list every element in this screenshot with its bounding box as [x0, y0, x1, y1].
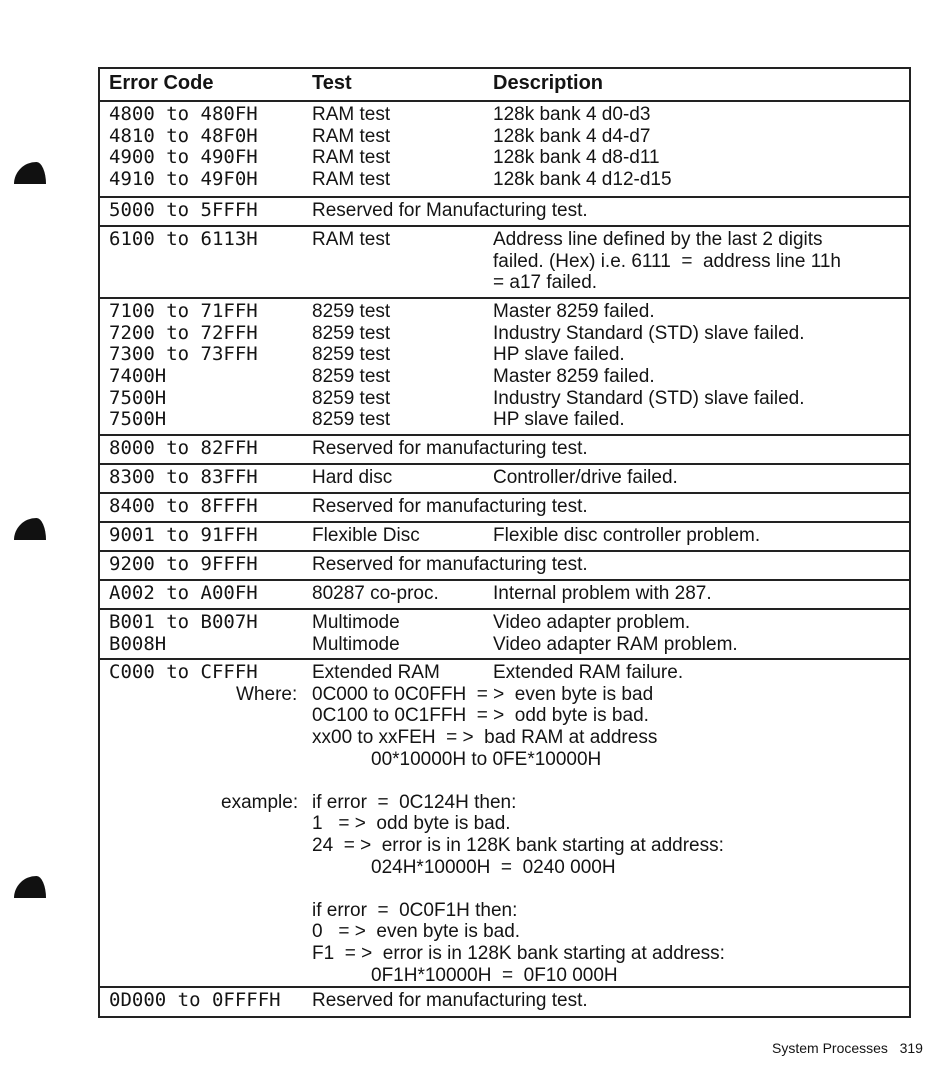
test-cell	[312, 104, 390, 191]
description-text: 00*10000H to 0FE*10000H	[371, 749, 602, 770]
error-code-cell	[109, 200, 258, 222]
description-text: HP slave failed.	[493, 344, 625, 366]
table-row	[100, 299, 909, 436]
error-code: 7100 to 71FFH	[109, 300, 258, 322]
test-name: Multimode	[312, 612, 400, 633]
punch-hole-mark	[14, 518, 46, 540]
description-cell	[493, 229, 841, 294]
error-code-cell	[109, 301, 258, 431]
table-row	[100, 227, 909, 299]
description-text: 128k bank 4 d4-d7	[493, 125, 651, 147]
description-text: Master 8259 failed.	[493, 366, 655, 388]
test-name: RAM test	[312, 147, 391, 169]
error-code: 8300 to 83FFH	[109, 466, 258, 488]
description-cell	[493, 104, 672, 191]
description-text: Reserved for manufacturing test.	[312, 496, 588, 517]
error-code: 8000 to 82FFH	[109, 437, 258, 459]
error-code: 7500H	[109, 408, 167, 431]
error-code-cell	[109, 229, 258, 251]
table-row	[100, 610, 909, 660]
description-cell	[493, 583, 712, 605]
reserved-note	[312, 554, 588, 576]
table-row	[100, 581, 909, 610]
description-text: Industry Standard (STD) slave failed.	[493, 387, 805, 409]
error-code-cell	[109, 467, 258, 489]
error-code-cell	[109, 104, 258, 191]
description-text: Extended RAM failure.	[493, 662, 684, 683]
test-name: 8259 test	[312, 322, 391, 344]
error-code: 7200 to 72FFH	[109, 321, 258, 344]
description-text: = a17 failed.	[493, 272, 598, 294]
test-name: Hard disc	[312, 467, 393, 488]
table-row	[100, 494, 909, 523]
test-cell	[312, 467, 392, 489]
table-row	[100, 988, 909, 1016]
table-row	[100, 102, 909, 198]
error-code-cell	[109, 612, 258, 655]
description-text: 1 = > odd byte is bad.	[312, 813, 511, 834]
description-cell	[493, 467, 678, 489]
description-text: Video adapter RAM problem.	[493, 633, 738, 655]
description-text: if error = 0C124H then:	[312, 792, 517, 813]
description-text: failed. (Hex) i.e. 6111 = address line 11h	[493, 250, 842, 272]
error-code: 4810 to 48F0H	[109, 124, 258, 147]
error-code: 7400H	[109, 365, 167, 388]
error-code: 7300 to 73FFH	[109, 343, 258, 366]
error-code-cell	[109, 525, 258, 547]
error-code: 4910 to 49F0H	[109, 168, 258, 191]
error-code: 9001 to 91FFH	[109, 524, 258, 546]
test-name: 80287 co-proc.	[312, 583, 439, 604]
error-code-cell	[109, 583, 258, 605]
where-label: Where:	[236, 684, 298, 705]
test-name: 8259 test	[312, 301, 391, 322]
description-text: Master 8259 failed.	[493, 301, 655, 322]
table-header	[100, 69, 909, 102]
header-description: Description	[493, 72, 604, 94]
description-text: 0F1H*10000H = 0F10 000H	[371, 965, 618, 986]
error-code: 8400 to 8FFFH	[109, 495, 258, 517]
error-code: 6100 to 6113H	[109, 228, 258, 250]
test-name: RAM test	[312, 229, 391, 250]
description-cell	[493, 525, 760, 547]
description-text: HP slave failed.	[493, 409, 625, 431]
description-text: 0C100 to 0C1FFH = > odd byte is bad.	[312, 705, 649, 726]
description-text: Reserved for manufacturing test.	[312, 438, 588, 459]
description-text: Video adapter problem.	[493, 612, 691, 633]
test-cell	[312, 612, 400, 655]
test-name: Multimode	[312, 633, 400, 655]
table-row	[100, 660, 909, 988]
error-code-cell	[109, 554, 258, 576]
error-code: 4800 to 480FH	[109, 103, 258, 125]
description-cell	[493, 612, 738, 655]
description-cell	[493, 301, 805, 431]
table-row	[100, 523, 909, 552]
error-code-cell	[109, 438, 258, 460]
test-name: 8259 test	[312, 387, 391, 409]
test-name: RAM test	[312, 169, 391, 191]
punch-hole-mark	[14, 876, 46, 898]
description-text: 0C000 to 0C0FFH = > even byte is bad	[312, 684, 654, 705]
test-name: 8259 test	[312, 366, 391, 388]
test-name: Flexible Disc	[312, 525, 420, 546]
error-code-cell	[109, 496, 258, 518]
error-code-table	[98, 67, 911, 1018]
punch-hole-mark	[14, 162, 46, 184]
description-text: Industry Standard (STD) slave failed.	[493, 322, 805, 344]
table-row	[100, 465, 909, 494]
example-label: example:	[221, 792, 299, 813]
description-text: 128k bank 4 d8-d11	[493, 147, 660, 169]
error-code: 7500H	[109, 386, 167, 409]
test-name: Extended RAM	[312, 662, 440, 683]
description-text: 128k bank 4 d12-d15	[493, 169, 672, 191]
reserved-note	[312, 990, 588, 1012]
error-code-cell	[109, 990, 281, 1012]
error-code: 4900 to 490FH	[109, 146, 258, 169]
test-name: RAM test	[312, 125, 391, 147]
header-error-code: Error Code	[109, 72, 214, 94]
table-row	[100, 198, 909, 227]
description-text: if error = 0C0F1H then:	[312, 900, 518, 921]
description-text: F1 = > error is in 128K bank starting at address:	[312, 943, 725, 964]
description-text: Reserved for manufacturing test.	[312, 990, 588, 1011]
table-row	[100, 436, 909, 465]
test-cell	[312, 229, 390, 251]
table-row	[100, 552, 909, 581]
error-code: A002 to A00FH	[109, 582, 258, 604]
error-code: 9200 to 9FFFH	[109, 553, 258, 575]
test-name: 8259 test	[312, 344, 391, 366]
description-text: Reserved for Manufacturing test.	[312, 200, 588, 221]
description-text: 024H*10000H = 0240 000H	[371, 857, 616, 878]
error-code: 5000 to 5FFFH	[109, 199, 258, 221]
description-text: Flexible disc controller problem.	[493, 525, 761, 546]
reserved-note	[312, 438, 588, 460]
page-footer: System Processes 319	[772, 1040, 923, 1056]
description-text: Address line defined by the last 2 digits	[493, 229, 823, 250]
reserved-note	[312, 496, 588, 518]
error-code: 0D000 to 0FFFFH	[109, 989, 281, 1011]
test-name: 8259 test	[312, 409, 391, 431]
error-code: C000 to CFFFH	[109, 661, 258, 683]
description-text: 128k bank 4 d0-d3	[493, 104, 651, 125]
description-text: Reserved for manufacturing test.	[312, 554, 588, 575]
test-cell	[312, 525, 420, 547]
test-cell	[312, 583, 439, 605]
error-code: B001 to B007H	[109, 611, 258, 633]
description-text: 0 = > even byte is bad.	[312, 921, 521, 942]
description-text: 24 = > error is in 128K bank starting at address:	[312, 835, 724, 856]
error-code: B008H	[109, 632, 167, 655]
description-text: xx00 to xxFEH = > bad RAM at address	[312, 727, 658, 748]
test-cell	[312, 301, 390, 431]
reserved-note	[312, 200, 588, 222]
description-text: Internal problem with 287.	[493, 583, 712, 604]
test-name: RAM test	[312, 104, 391, 125]
header-test: Test	[312, 72, 352, 94]
description-text: Controller/drive failed.	[493, 467, 678, 488]
